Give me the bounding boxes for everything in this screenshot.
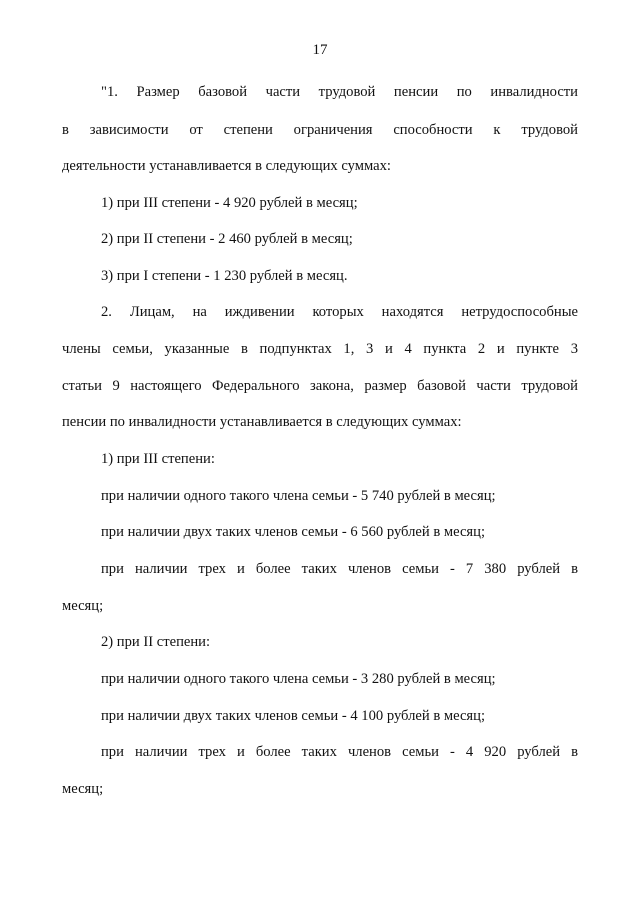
text-line-8: члены семьи, указанные в подпунктах 1, 3 и 4 пункта 2 и пункте 3 <box>62 341 578 357</box>
text-line-15: месяц; <box>62 598 104 614</box>
text-line-1: "1. Размер базовой части трудовой пенсии по инвалидности <box>101 84 578 100</box>
text-line-4: 1) при III степени - 4 920 рублей в месяц; <box>101 195 358 211</box>
text-line-14: при наличии трех и более таких членов семьи - 7 380 рублей в <box>101 561 578 577</box>
text-line-5: 2) при II степени - 2 460 рублей в месяц; <box>101 231 353 247</box>
text-line-17: при наличии одного такого члена семьи - 3 280 рублей в месяц; <box>101 671 496 687</box>
text-line-3: деятельности устанавливается в следующих суммах: <box>62 158 391 174</box>
text-line-16: 2) при II степени: <box>101 634 211 650</box>
text-line-2: в зависимости от степени ограничения способности к трудовой <box>62 122 578 138</box>
text-line-19: при наличии трех и более таких членов семьи - 4 920 рублей в <box>101 744 578 760</box>
text-line-7: 2. Лицам, на иждивении которых находятся нетрудоспособные <box>101 304 578 320</box>
text-line-13: при наличии двух таких членов семьи - 6 560 рублей в месяц; <box>101 524 485 540</box>
text-line-6: 3) при I степени - 1 230 рублей в месяц. <box>101 268 348 284</box>
text-line-10: пенсии по инвалидности устанавливается в следующих суммах: <box>62 414 462 430</box>
text-line-12: при наличии одного такого члена семьи - 5 740 рублей в месяц; <box>101 488 496 504</box>
text-line-18: при наличии двух таких членов семьи - 4 100 рублей в месяц; <box>101 708 485 724</box>
text-line-11: 1) при III степени: <box>101 451 215 467</box>
text-line-9: статьи 9 настоящего Федерального закона, размер базовой части трудовой <box>62 378 578 394</box>
text-line-20: месяц; <box>62 781 104 797</box>
page-number: 17 <box>312 42 328 58</box>
